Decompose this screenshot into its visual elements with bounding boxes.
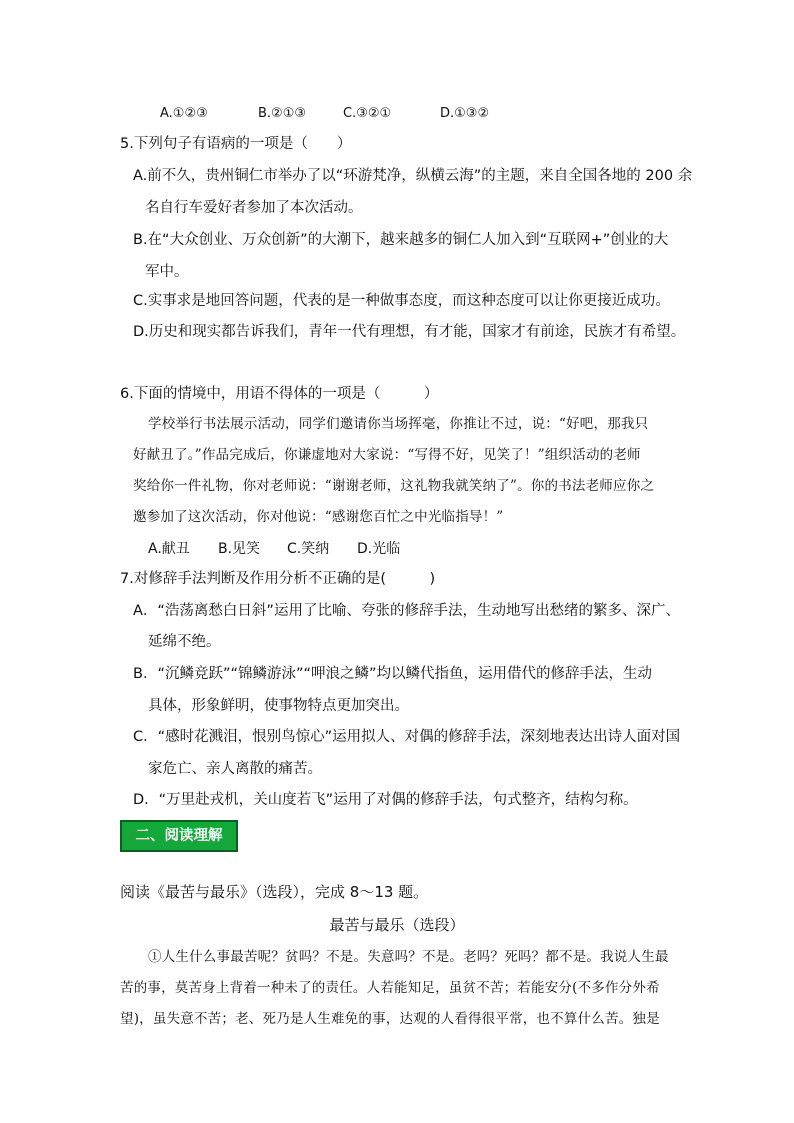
- q6-passage-line: 学校举行书法展示活动，同学们邀请你当场挥毫，你推让不过，说：“好吧，那我只: [148, 416, 649, 432]
- q5-option-d: D.历史和现实都告诉我们，青年一代有理想，有才能，国家才有前途，民族才有希望。: [133, 324, 686, 340]
- q4-option-d: D.①③②: [440, 106, 490, 121]
- q6-passage-line: 好献丑了。”作品完成后，你谦虚地对大家说：“写得不好，见笑了！”组织活动的老师: [133, 447, 641, 463]
- q5-option-a: A.前不久，贵州铜仁市举办了以“环游梵净，纵横云海”的主题，来自全国各地的 200 余: [133, 168, 693, 184]
- q7-option-d: D．“万里赴戎机，关山度若飞”运用了对偶的修辞手法，句式整齐，结构匀称。: [133, 792, 638, 808]
- reading-passage-line: 望)，虽失意不苦；老、死乃是人生难免的事，达观的人看得很平常，也不算什么苦。独是: [120, 1011, 660, 1027]
- q5-option-a-cont: 名自行车爱好者参加了本次活动。: [145, 200, 363, 216]
- q4-option-a: A.①②③: [160, 106, 208, 121]
- q7-option-c: C．“感时花溅泪，恨别鸟惊心”运用拟人、对偶的修辞手法，深刻地表达出诗人面对国: [133, 729, 681, 745]
- q6-stem: 6.下面的情境中，用语不得体的一项是（ ）: [120, 386, 439, 402]
- q5-stem: 5.下列句子有语病的一项是（ ）: [120, 136, 352, 152]
- q4-option-c: C.③②①: [343, 106, 392, 121]
- q5-option-c: C.实事求是地回答问题，代表的是一种做事态度，而这种态度可以让你更接近成功。: [133, 293, 670, 309]
- q7-option-a-cont: 延绵不绝。: [148, 634, 221, 650]
- q6-option-a: A.献丑: [148, 541, 190, 557]
- q5-option-b: B.在“大众创业、万众创新”的大潮下，越来越多的铜仁人加入到“互联网+”创业的大: [133, 232, 669, 248]
- reading-passage-line: ①人生什么事最苦呢？贫吗？不是。失意吗？不是。老吗？死吗？都不是。我说人生最: [148, 949, 669, 965]
- section-heading-reading: 二、阅读理解: [120, 820, 238, 852]
- q6-passage-line: 邀参加了这次活动，你对他说：“感谢您百忙之中光临指导！”: [133, 509, 504, 525]
- q7-option-c-cont: 家危亡、亲人离散的痛苦。: [148, 761, 322, 777]
- q6-option-b: B.见笑: [218, 541, 261, 557]
- q7-option-b-cont: 具体，形象鲜明，使事物特点更加突出。: [148, 698, 409, 714]
- q4-option-b: B.②①③: [258, 106, 307, 121]
- q7-option-b: B．“沉鳞竞跃”“锦鳞游泳”“呷浪之鳞”均以鳞代指鱼，运用借代的修辞手法，生动: [133, 666, 653, 682]
- reading-passage-line: 苦的事，莫苦身上背着一种未了的责任。人若能知足，虽贫不苦；若能安分(不多作分外希: [120, 980, 660, 996]
- q6-option-d: D.光临: [357, 541, 401, 557]
- q7-stem: 7.对修辞手法判断及作用分析不正确的是( ): [120, 571, 436, 587]
- q6-passage-line: 奖给你一件礼物，你对老师说：“谢谢老师，这礼物我就笑纳了”。你的书法老师应你之: [133, 478, 655, 494]
- reading-intro: 阅读《最苦与最乐》（选段），完成 8～13 题。: [120, 883, 429, 901]
- q7-option-a: A．“浩荡离愁白日斜”运用了比喻、夸张的修辞手法，生动地写出愁绪的繁多、深广、: [133, 603, 680, 619]
- reading-title: 最苦与最乐（选段）: [329, 916, 465, 934]
- q6-option-c: C.笑纳: [287, 541, 330, 557]
- q5-option-b-cont: 军中。: [145, 264, 189, 280]
